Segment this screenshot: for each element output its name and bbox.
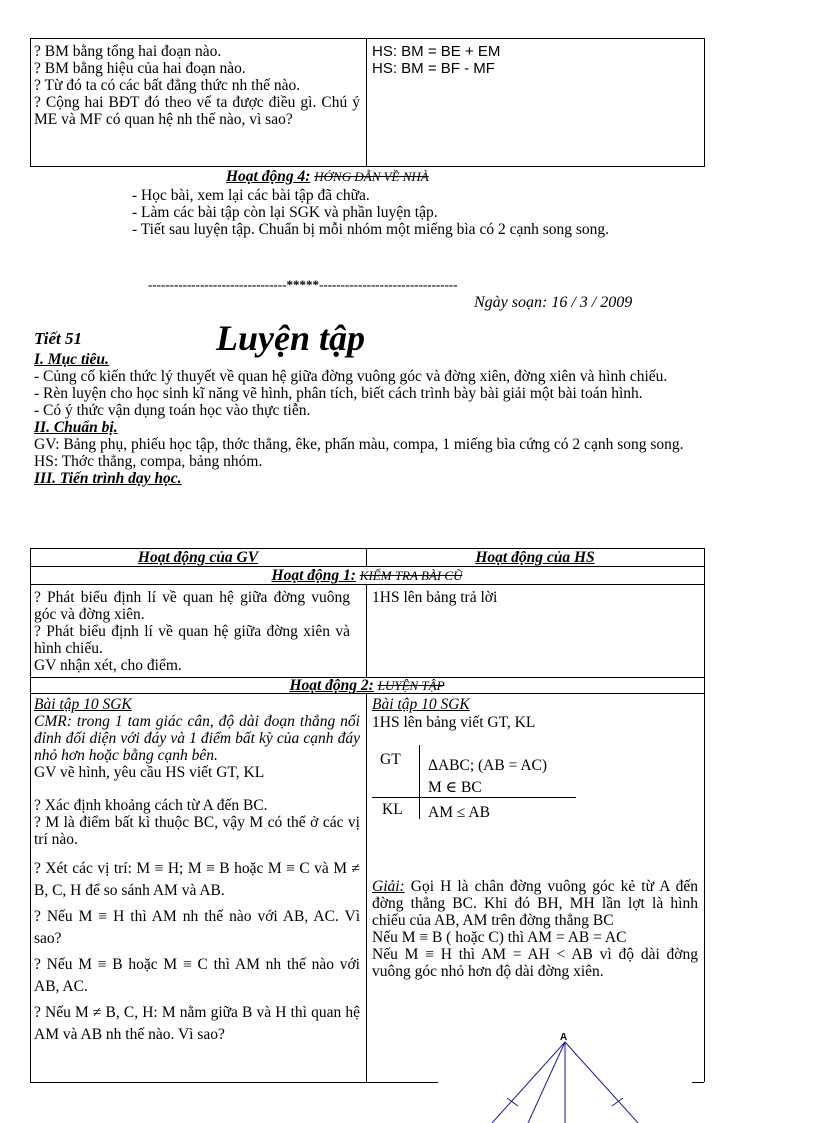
col-header-hs: Hoạt động của HS — [475, 549, 595, 566]
homework-item: - Học bài, xem lại các bài tập đã chữa. — [132, 187, 370, 204]
homework-item: - Tiết sau luyện tập. Chuẩn bị mỗi nhóm một miếng bìa có 2 cạnh song song. — [132, 221, 610, 238]
activity2-gv-cell — [34, 696, 360, 1046]
question-line: ? BM bằng hiệu của hai đoạn nào. — [34, 60, 246, 77]
vertex-label-a: A — [560, 1032, 568, 1043]
exercise-title: Bài tập 10 SGK — [34, 696, 132, 713]
solution-case: Nếu M ≡ H thì AM = AH < AB vì độ dài đờng vuông góc nhỏ hơn độ dài đờng xiên. — [372, 946, 698, 980]
preparation-gv: GV: Bảng phụ, phiếu học tập, thớc thẳng, êke, phấn màu, compa, 1 miếng bìa cứng có 2 cạnh song song. — [34, 436, 684, 453]
objectives-section — [34, 351, 694, 487]
kl-line: AM ≤ AB — [428, 804, 490, 821]
activity2-heading — [30, 677, 704, 694]
objective-item: - Có ý thức vận dụng toán học vào thực tiễn. — [34, 402, 311, 419]
gv-line: ? Phát biểu định lí về quan hệ giữa đờng vuông góc và đờng xiên. — [34, 589, 350, 623]
process-heading: III. Tiến trình dạy học. — [34, 470, 182, 487]
activity2-title: LUYỆN TẬP — [377, 678, 445, 693]
hs-intro: 1HS lên bảng viết GT, KL — [372, 714, 536, 731]
segment-ab — [492, 1042, 565, 1123]
lesson-title: Luyện tập — [216, 318, 365, 358]
activity1-title: KIỂM TRA BÀI CŨ — [359, 568, 463, 583]
solution-block — [372, 878, 698, 980]
kl-label: KL — [382, 801, 403, 818]
preparation-heading: II. Chuẩn bị. — [34, 419, 118, 436]
segment-ac — [565, 1042, 638, 1123]
activity2-label: Hoạt động 2: — [289, 677, 374, 694]
gt-line-1: ΔABC; (AB = AC) — [428, 757, 548, 774]
objective-item: - Củng cố kiến thức lý thuyết về quan hệ giữa đờng vuông góc và đờng xiên, đờng xiên và hình chiếu. — [34, 368, 668, 385]
activity1-gv-cell — [34, 589, 350, 674]
solution-case: Nếu M ≡ B ( hoặc C) thì AM = AB = AC — [372, 929, 627, 946]
date: Ngày soạn: 16 / 3 / 2009 — [474, 294, 633, 311]
top-table-left — [34, 43, 360, 128]
solution-text: Gọi H là chân đờng vuông góc kẻ từ A đến đờng thẳng BC. Khi đó BH, MH lần lợt là hình chiếu của AB, AM trên đờng thẳng BC — [372, 878, 698, 929]
activity1-hs-cell: 1HS lên bảng trả lời — [372, 589, 498, 606]
activity4-title: HỚNG DẪN VỀ NHÀ — [314, 169, 429, 184]
gv-line: ? Xét các vị trí: M ≡ H; M ≡ B hoặc M ≡ C và M ≠ B, C, H để so sánh AM và AB. — [34, 860, 360, 899]
question-line: ? Từ đó ta có các bất đẳng thức nh thế nào. — [34, 77, 301, 94]
activity4-label: Hoạt động 4: — [226, 168, 311, 185]
answer-line: HS: BM = BF - MF — [372, 60, 495, 77]
question-line: ? Cộng hai BĐT đó theo vế ta được điều gì. Chú ý ME và MF có quan hệ nh thế nào, vì sao? — [34, 94, 360, 128]
gv-line: ? Phát biểu định lí về quan hệ giữa đờng xiên và hình chiếu. — [34, 623, 350, 657]
gv-line: ? Xác định khoảng cách từ A đến BC. — [34, 797, 268, 814]
top-table-right — [372, 43, 698, 77]
gv-line: ? Nếu M ≠ B, C, H: M nằm giữa B và H thì quan hệ AM và AB nh thế nào. Vì sao? — [34, 1004, 360, 1043]
triangle-figure — [480, 1028, 660, 1123]
answer-line: HS: BM = BE + EM — [372, 43, 501, 60]
solution-paragraph — [372, 878, 698, 929]
col-header-gv: Hoạt động của GV — [137, 549, 259, 566]
gv-line: GV nhận xét, cho điểm. — [34, 657, 182, 674]
gv-line: ? Nếu M ≡ H thì AM nh thế nào với AB, AC. Vì sao? — [34, 908, 360, 947]
homework-item: - Làm các bài tập còn lại SGK và phần luyện tập. — [132, 204, 438, 221]
gt-label: GT — [380, 751, 401, 768]
activity1-label: Hoạt động 1: — [271, 567, 356, 584]
gv-line: ? M là điểm bất kì thuộc BC, vậy M có thể ở các vị trí nào. — [34, 814, 360, 848]
objective-item: - Rèn luyện cho học sinh kĩ năng vẽ hình, phân tích, biết cách trình bày bài giải một bài toán hình. — [34, 385, 643, 402]
lesson-number: Tiết 51 — [34, 329, 82, 348]
activity4-items — [132, 187, 672, 238]
activity1-heading — [30, 567, 704, 584]
solution-label: Giải: — [372, 878, 405, 895]
activity4-heading — [226, 168, 429, 185]
objectives-heading: I. Mục tiêu. — [34, 351, 109, 368]
question-line: ? BM bằng tổng hai đoạn nào. — [34, 43, 222, 60]
gv-line: GV vẽ hình, yêu cầu HS viết GT, KL — [34, 764, 265, 781]
preparation-hs: HS: Thớc thẳng, compa, bảng nhóm. — [34, 453, 263, 470]
segment-am — [528, 1042, 565, 1123]
hs-exercise-title: Bài tập 10 SGK — [372, 696, 470, 713]
exercise-statement: CMR: trong 1 tam giác cân, độ dài đoạn thẳng nối đỉnh đối diện với đáy và 1 điểm bất kỳ của cạnh đáy nhỏ hơn hoặc bằng cạnh bên. — [34, 713, 360, 764]
separator: --------------------------------*****-------------------------------- — [148, 277, 458, 292]
gt-line-2: M ∈ BC — [428, 779, 482, 796]
gv-line: ? Nếu M ≡ B hoặc M ≡ C thì AM nh thế nào với AB, AC. — [34, 956, 360, 995]
